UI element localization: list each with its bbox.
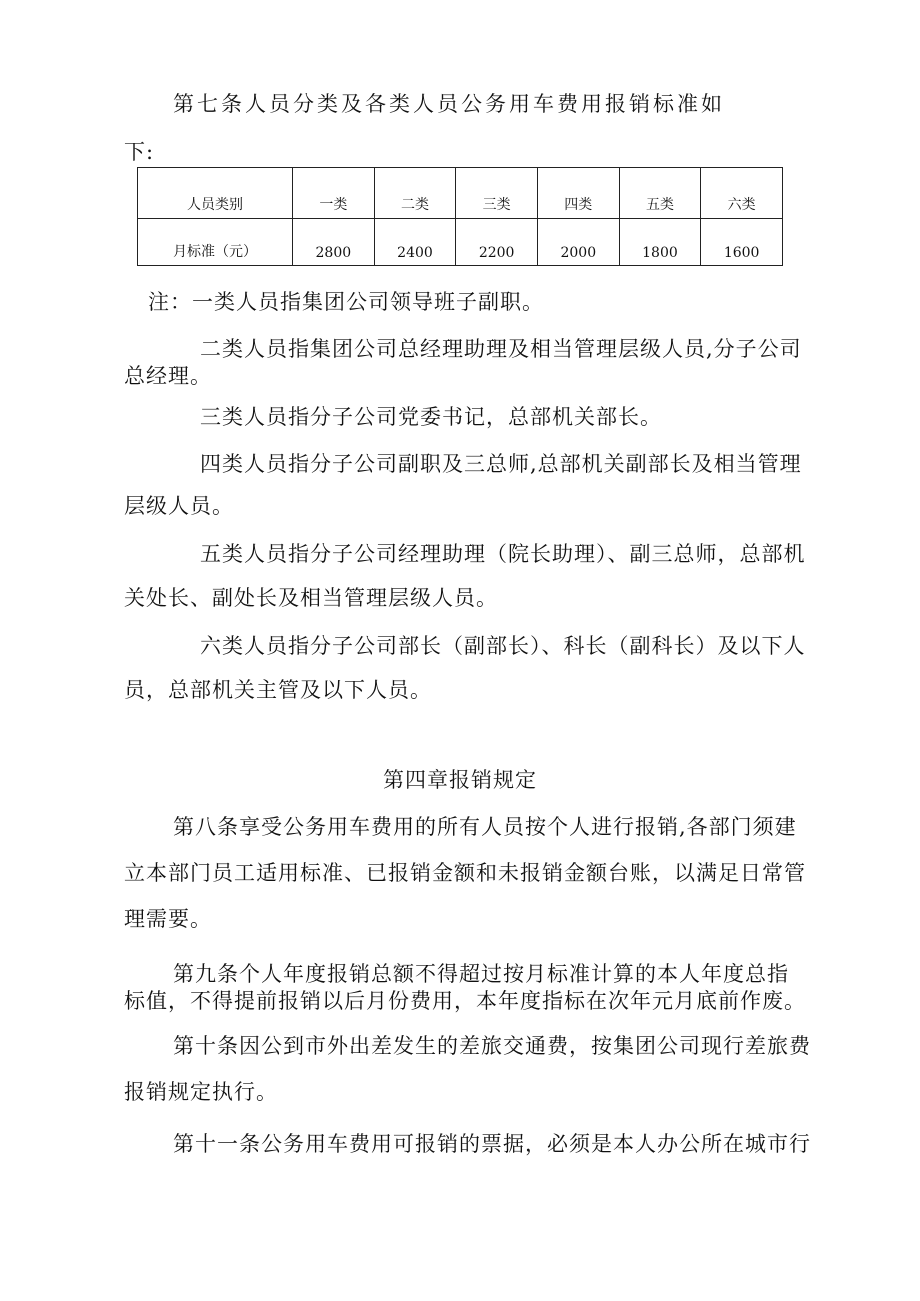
table-cell: 三类 — [456, 168, 538, 219]
note-6-line1: 六类人员指分子公司部长（副部长）、科长（副科长）及以下人 — [200, 634, 806, 658]
table-cell: 五类 — [619, 168, 701, 219]
article9-line2: 标值，不得提前报销以后月份费用，本年度指标在次年元月底前作废。 — [124, 989, 806, 1013]
table-cell: 六类 — [701, 168, 783, 219]
note-4-line2: 层级人员。 — [124, 494, 234, 518]
note-1: 注：一类人员指集团公司领导班子副职。 — [148, 290, 544, 314]
article10-line1: 第十条因公到市外出差发生的差旅交通费，按集团公司现行差旅费 — [173, 1034, 811, 1058]
table-cell: 1600 — [701, 219, 783, 266]
table-cell: 2800 — [293, 219, 375, 266]
note-6-line2: 员，总部机关主管及以下人员。 — [124, 678, 432, 702]
table-cell: 2200 — [456, 219, 538, 266]
article8-line1: 第八条享受公务用车费用的所有人员按个人进行报销,各部门须建 — [173, 815, 797, 839]
table-cell: 2400 — [374, 219, 456, 266]
note-2-line2: 总经理。 — [124, 364, 212, 388]
article7-line2: 下: — [124, 140, 155, 164]
standard-table — [137, 167, 783, 266]
table-row — [138, 219, 783, 266]
article8-line3: 理需要。 — [124, 907, 212, 931]
table-header-row — [138, 168, 783, 219]
chapter-title: 第四章报销规定 — [383, 768, 537, 792]
note-5-line2: 关处长、副处长及相当管理层级人员。 — [124, 586, 498, 610]
table-cell: 1800 — [619, 219, 701, 266]
table-cell: 一类 — [293, 168, 375, 219]
article10-line2: 报销规定执行。 — [124, 1080, 278, 1104]
table-cell: 2000 — [537, 219, 619, 266]
note-4-line1: 四类人员指分子公司副职及三总师,总部机关副部长及相当管理 — [200, 452, 802, 476]
note-5-line1: 五类人员指分子公司经理助理（院长助理）、副三总师，总部机 — [200, 542, 806, 566]
table-cell: 月标准（元） — [138, 219, 293, 266]
article7-line1: 第七条人员分类及各类人员公务用车费用报销标准如 — [173, 92, 725, 116]
table-cell: 人员类别 — [138, 168, 293, 219]
article9-line1: 第九条个人年度报销总额不得超过按月标准计算的本人年度总指 — [173, 962, 789, 986]
note-2-line1: 二类人员指集团公司总经理助理及相当管理层级人员,分子公司 — [200, 337, 802, 361]
article11-line1: 第十一条公务用车费用可报销的票据，必须是本人办公所在城市行 — [173, 1132, 811, 1156]
table-cell: 二类 — [374, 168, 456, 219]
article8-line2: 立本部门员工适用标准、已报销金额和未报销金额台账，以满足日常管 — [124, 861, 806, 885]
note-3: 三类人员指分子公司党委书记，总部机关部长。 — [200, 405, 662, 429]
table-cell: 四类 — [537, 168, 619, 219]
